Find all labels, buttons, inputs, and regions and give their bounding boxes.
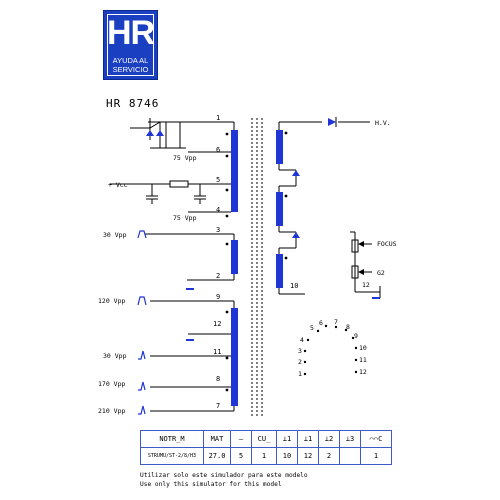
spec-header: ⊥1	[298, 431, 319, 448]
note-spanish: Utilizar solo este simulador para este modelo	[140, 472, 308, 479]
coil-primary-upper	[231, 130, 238, 212]
primary-wiring	[110, 118, 234, 411]
label-120vpp-b: 170 Vpp	[98, 380, 126, 388]
svg-text:6: 6	[319, 319, 323, 327]
spec-header: ⊥3	[340, 431, 361, 448]
g2-arrow	[358, 269, 364, 275]
label-75vpp-top: 75 Vpp	[173, 154, 197, 162]
pin-11: 11	[213, 348, 222, 356]
pin-5: 5	[216, 176, 221, 184]
logo-line-1: AYUDA AL	[112, 56, 149, 65]
spec-header: CU_	[252, 431, 277, 448]
svg-text:8: 8	[346, 323, 350, 331]
spec-header-row	[141, 431, 392, 448]
label-75vpp-bottom: 75 Vpp	[173, 214, 197, 222]
spec-table	[140, 430, 392, 465]
logo-mark: HR	[106, 14, 155, 52]
svg-text:3: 3	[298, 347, 302, 355]
secondary-wiring	[279, 122, 380, 298]
note-english: Use only this simulator for this model	[140, 481, 282, 488]
spec-cell: 10	[277, 448, 298, 465]
svg-text:10: 10	[359, 344, 367, 352]
logo-line-2: SERVICIO	[112, 65, 149, 74]
pin-8: 8	[216, 375, 221, 383]
pin-7: 7	[216, 402, 221, 410]
svg-text:1: 1	[298, 370, 302, 378]
spec-header: NOTR_M	[141, 431, 204, 448]
label-30vpp-b: 30 Vpp	[103, 352, 127, 360]
svg-text:7: 7	[334, 318, 338, 326]
label-connector-12: 12	[362, 281, 370, 289]
spec-cell: 12	[298, 448, 319, 465]
model-title: HR 8746	[106, 97, 160, 110]
spec-value-row	[141, 448, 392, 465]
coil-primary-mid	[231, 240, 238, 274]
label-210vpp: 210 Vpp	[98, 407, 126, 415]
label-vcc: + Vcc	[108, 181, 128, 189]
spec-cell: 1	[252, 448, 277, 465]
spec-header: ⌒⌒C	[361, 431, 392, 448]
spec-header: ⊥2	[319, 431, 340, 448]
svg-text:5: 5	[310, 324, 314, 332]
svg-text:4: 4	[300, 336, 304, 344]
spec-header: MAT	[204, 431, 231, 448]
pinout-diagram	[298, 318, 367, 378]
diode-hv-2	[292, 232, 300, 238]
spec-cell: 27.0	[204, 448, 231, 465]
coil-secondary-lower	[231, 308, 238, 406]
diode-hv-1	[292, 170, 300, 176]
pin-2: 2	[216, 272, 221, 280]
pin-1: 1	[216, 114, 221, 122]
label-30vpp-a: 30 Vpp	[103, 231, 127, 239]
diode-top-left-b	[156, 130, 164, 136]
pin-10: 10	[290, 282, 299, 290]
svg-text:11: 11	[359, 356, 367, 364]
spec-header: ⊥1	[277, 431, 298, 448]
coil-hv-3	[276, 254, 283, 288]
pin-4: 4	[216, 206, 221, 214]
label-g2: G2	[377, 269, 385, 277]
coil-hv-2	[276, 192, 283, 226]
diode-top-left-a	[146, 130, 154, 136]
svg-text:12: 12	[359, 368, 367, 376]
spec-header: –	[231, 431, 252, 448]
label-hv: H.V.	[375, 119, 391, 127]
coil-hv-1	[276, 130, 283, 164]
pin-3: 3	[216, 226, 221, 234]
pin-12: 12	[213, 320, 222, 328]
spec-cell: 5	[231, 448, 252, 465]
spec-cell: 2	[319, 448, 340, 465]
focus-arrow	[358, 241, 364, 247]
spec-cell: 1	[361, 448, 392, 465]
label-focus: FOCUS	[377, 240, 397, 248]
svg-text:2: 2	[298, 358, 302, 366]
spec-cell	[340, 448, 361, 465]
pin-6: 6	[216, 146, 221, 154]
diode-hv-output	[328, 118, 336, 126]
pin-9: 9	[216, 293, 221, 301]
svg-text:9: 9	[354, 332, 358, 340]
label-120vpp-a: 120 Vpp	[98, 297, 126, 305]
waveform-symbols	[138, 231, 146, 414]
spec-cell: STRUMU/ST-2/8/H3	[141, 448, 204, 465]
transformer-core	[252, 118, 262, 418]
